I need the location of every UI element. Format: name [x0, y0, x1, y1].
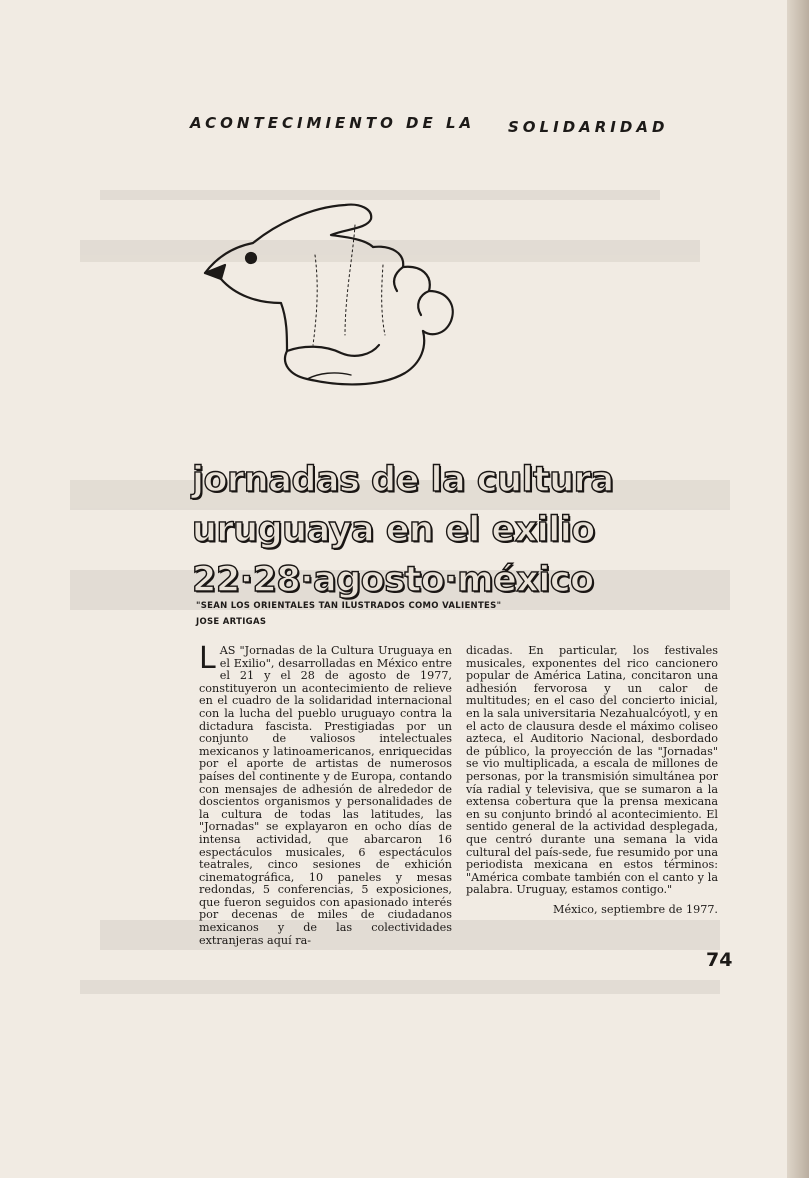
page-number: 74 — [706, 949, 733, 971]
article-column-1-text: AS "Jornadas de la Cultura Uruguaya en el Exilio", desarrolladas en México entre el 21 y el 28 de agosto de 1977, constituyeron un acontecimiento de relieve en el cuadro de la solidaridad internacional con la lucha del pueblo uruguayo contra la dictadura fascista. Prestigiadas por un conjunto de valiosos intelectuales mexicanos y latinoamericanos, enriquecidas por el aporte de artistas de numerosos países del continente y de Europa, contando con mensajes de adhesión de alrededor de doscientos organismos y personalidades de la cultura de todas las latitudes, las "Jornadas" se explayaron en ocho días de intensa actividad, que abarcaron 16 espectáculos musicales, 6 espectáculos teatrales, cinco sesiones de exhición cinematográfica, 10 paneles y mesas redondas, 5 conferencias, 5 exposiciones, que fueron seguidos con apasionado interés por decenas de miles de ciudadanos mexicanos y de las colectividades extranjeras aquí ra- — [199, 644, 452, 947]
headline-line-3: 22·28·agosto·méxico — [192, 560, 594, 600]
drop-cap: L — [199, 641, 216, 676]
epigraph-quote: "SEAN LOS ORIENTALES TAN ILUSTRADOS COMO VALIENTES" — [196, 601, 502, 611]
article-column-1 — [199, 641, 452, 947]
headline-line-1: jornadas de la cultura — [192, 460, 614, 500]
article-column-2-text: dicadas. En particular, los festivales musicales, exponentes del rico cancionero popular de América Latina, concitaron una adhesión fervorosa y un calor de multitudes; en el caso del concierto inicial, en la sala universitaria Nezahualcóyotl, y en el acto de clausura desde el máximo coliseo azteca, el Auditorio Nacional, desbordado de público, la proyección de las "Jornadas" se vio multiplicada, a escala de millones de personas, por la transmisión simultánea por vía radial y televisiva, que se sumaron a la extensa cobertura que la prensa mexicana en su conjunto brindó al acontecimiento. El sentido general de la actividad desplegada, que centró durante una semana la vida cultural del país-sede, fue resumido por una periodista mexicana en estos términos: "América combate también con el canto y la palabra. Uruguay, estamos contigo." — [466, 644, 718, 897]
section-header-left: ACONTECIMIENTO DE LA — [190, 114, 476, 132]
epigraph-author: JOSE ARTIGAS — [196, 617, 267, 627]
article-column-2 — [466, 645, 718, 897]
dove-fist-icon — [195, 195, 465, 395]
headline — [192, 455, 722, 605]
article-signoff: México, septiembre de 1977. — [553, 903, 718, 916]
headline-line-2: uruguaya en el exilio — [192, 510, 595, 550]
page-edge — [787, 0, 809, 1178]
section-header-right: SOLIDARIDAD — [508, 118, 669, 136]
